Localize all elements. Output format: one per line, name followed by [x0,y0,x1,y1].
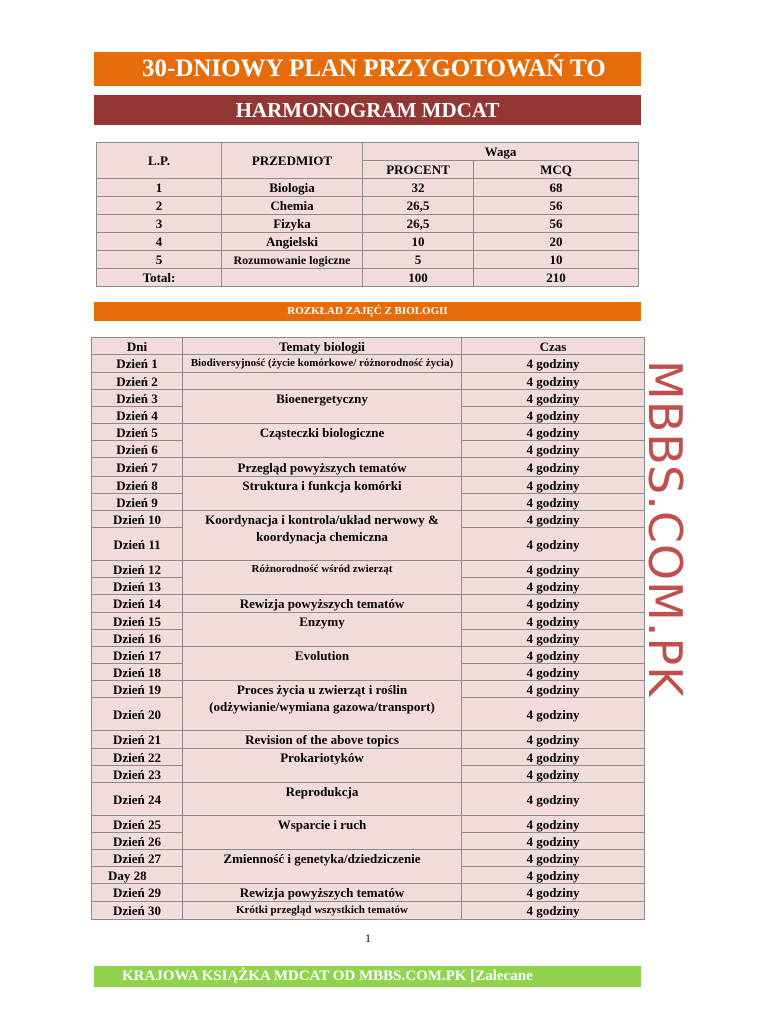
time-cell: 4 godziny [462,561,645,578]
weight-table [96,142,639,287]
time-cell: 4 godziny [462,664,645,681]
percent-cell: 26,5 [363,197,474,215]
total-row [97,269,639,287]
subject-cell: Rozumowanie logiczne [222,251,363,269]
topic-cell: Wsparcie i ruch [183,816,462,850]
topic-cell: Krótki przegląd wszystkich tematów [183,902,462,920]
page-number: 1 [365,931,371,945]
day-cell: Dzień 29 [92,884,183,902]
day-cell: Day 28 [92,867,183,884]
table-row [97,179,639,197]
day-cell: Dzień 14 [92,595,183,613]
day-cell: Dzień 6 [92,441,183,458]
time-cell: 4 godziny [462,867,645,884]
day-cell: Dzień 17 [92,647,183,664]
day-cell: Dzień 18 [92,664,183,681]
table-row [92,595,645,613]
table-row [92,511,645,528]
table-row [92,390,645,407]
time-cell: 4 godziny [462,578,645,595]
footer-banner: KRAJOWA KSIĄŻKA MDCAT OD MBBS.COM.PK [Zalecane [94,966,641,987]
time-cell: 4 godziny [462,595,645,613]
time-cell: 4 godziny [462,424,645,441]
day-cell: Dzień 10 [92,511,183,528]
lp-cell: 4 [97,233,222,251]
table-row [97,251,639,269]
table-row [92,355,645,373]
day-cell: Dzień 16 [92,630,183,647]
time-cell: 4 godziny [462,494,645,511]
subject-cell: Fizyka [222,215,363,233]
total-label: Total: [97,269,222,287]
col-mcq-header: MCQ [474,161,639,179]
time-cell: 4 godziny [462,613,645,630]
day-cell: Dzień 1 [92,355,183,373]
day-cell: Dzień 2 [92,373,183,390]
topic-cell: Evolution [183,647,462,681]
day-cell: Dzień 30 [92,902,183,920]
topic-cell: Przegląd powyższych tematów [183,458,462,477]
table-row [92,731,645,749]
col-lp-header: L.P. [97,143,222,179]
table-row [92,816,645,833]
topic-cell: Koordynacja i kontrola/układ nerwowy & koordynacja chemiczna [183,511,462,561]
time-cell: 4 godziny [462,833,645,850]
col-weight-header: Waga [363,143,639,161]
topic-cell: Różnorodność wśród zwierząt [183,561,462,595]
lp-cell: 1 [97,179,222,197]
time-cell: 4 godziny [462,884,645,902]
time-cell: 4 godziny [462,749,645,766]
subject-cell: Chemia [222,197,363,215]
time-cell: 4 godziny [462,458,645,477]
time-cell: 4 godziny [462,850,645,867]
watermark: MBBS.COM.PK [638,360,692,698]
topic-cell: Struktura i funkcja komórki [183,477,462,511]
col-topic-header: Tematy biologii [183,338,462,355]
table-row [92,647,645,664]
table-row [92,373,645,390]
day-cell: Dzień 19 [92,681,183,698]
time-cell: 4 godziny [462,407,645,424]
topic-cell: Prokariotyków [183,749,462,783]
time-cell: 4 godziny [462,511,645,528]
table-row [92,749,645,766]
subject-cell: Angielski [222,233,363,251]
topic-cell: Revision of the above topics [183,731,462,749]
time-cell: 4 godziny [462,902,645,920]
time-cell: 4 godziny [462,816,645,833]
table-row [92,681,645,698]
mcq-cell: 10 [474,251,639,269]
time-cell: 4 godziny [462,698,645,731]
mcq-cell: 68 [474,179,639,197]
total-percent: 100 [363,269,474,287]
table-row [92,561,645,578]
topic-cell: Biodiversyjność (życie komórkowe/ różnorodność życia) [183,355,462,373]
day-cell: Dzień 11 [92,528,183,561]
mcq-cell: 20 [474,233,639,251]
day-cell: Dzień 27 [92,850,183,867]
day-cell: Dzień 20 [92,698,183,731]
schedule-heading: HARMONOGRAM MDCAT [94,95,641,125]
table-row [92,850,645,867]
time-cell: 4 godziny [462,441,645,458]
table-row [92,613,645,630]
col-percent-header: PROCENT [363,161,474,179]
day-cell: Dzień 3 [92,390,183,407]
topic-cell: Bioenergetyczny [183,390,462,424]
day-cell: Dzień 15 [92,613,183,630]
percent-cell: 5 [363,251,474,269]
table-row [92,783,645,816]
day-cell: Dzień 21 [92,731,183,749]
percent-cell: 10 [363,233,474,251]
time-cell: 4 godziny [462,681,645,698]
time-cell: 4 godziny [462,731,645,749]
percent-cell: 32 [363,179,474,197]
topic-cell: Rewizja powyższych tematów [183,595,462,613]
day-cell: Dzień 7 [92,458,183,477]
lp-cell: 2 [97,197,222,215]
percent-cell: 26,5 [363,215,474,233]
table-row [92,458,645,477]
table-row [92,902,645,920]
time-cell: 4 godziny [462,783,645,816]
total-mcq: 210 [474,269,639,287]
day-cell: Dzień 23 [92,766,183,783]
time-cell: 4 godziny [462,390,645,407]
biology-header-row [92,338,645,355]
biology-table [91,337,645,920]
day-cell: Dzień 9 [92,494,183,511]
topic-cell: Proces życia u zwierząt i roślin (odżywianie/wymiana gazowa/transport) [183,681,462,731]
day-cell: Dzień 13 [92,578,183,595]
topic-cell: Reprodukcja [183,783,462,816]
day-cell: Dzień 24 [92,783,183,816]
weight-header-row [97,143,639,161]
time-cell: 4 godziny [462,528,645,561]
day-cell: Dzień 22 [92,749,183,766]
time-cell: 4 godziny [462,647,645,664]
table-row [92,424,645,441]
table-row [97,215,639,233]
time-cell: 4 godziny [462,373,645,390]
topic-cell: Zmienność i genetyka/dziedziczenie [183,850,462,884]
mcq-cell: 56 [474,215,639,233]
subject-cell: Biologia [222,179,363,197]
topic-cell: Enzymy [183,613,462,647]
col-day-header: Dni [92,338,183,355]
topic-cell: Cząsteczki biologiczne [183,424,462,458]
lp-cell: 5 [97,251,222,269]
topic-cell [183,373,462,390]
time-cell: 4 godziny [462,355,645,373]
time-cell: 4 godziny [462,766,645,783]
day-cell: Dzień 4 [92,407,183,424]
biology-schedule-banner: ROZKŁAD ZAJĘĆ Z BIOLOGII [94,302,641,321]
lp-cell: 3 [97,215,222,233]
day-cell: Dzień 8 [92,477,183,494]
topic-cell: Rewizja powyższych tematów [183,884,462,902]
document-title: 30-DNIOWY PLAN PRZYGOTOWAŃ TO [94,52,641,86]
day-cell: Dzień 5 [92,424,183,441]
time-cell: 4 godziny [462,630,645,647]
table-row [92,884,645,902]
col-time-header: Czas [462,338,645,355]
col-subject-header: PRZEDMIOT [222,143,363,179]
total-empty-cell [222,269,363,287]
time-cell: 4 godziny [462,477,645,494]
table-row [97,233,639,251]
mcq-cell: 56 [474,197,639,215]
day-cell: Dzień 25 [92,816,183,833]
day-cell: Dzień 26 [92,833,183,850]
table-row [97,197,639,215]
table-row [92,477,645,494]
day-cell: Dzień 12 [92,561,183,578]
